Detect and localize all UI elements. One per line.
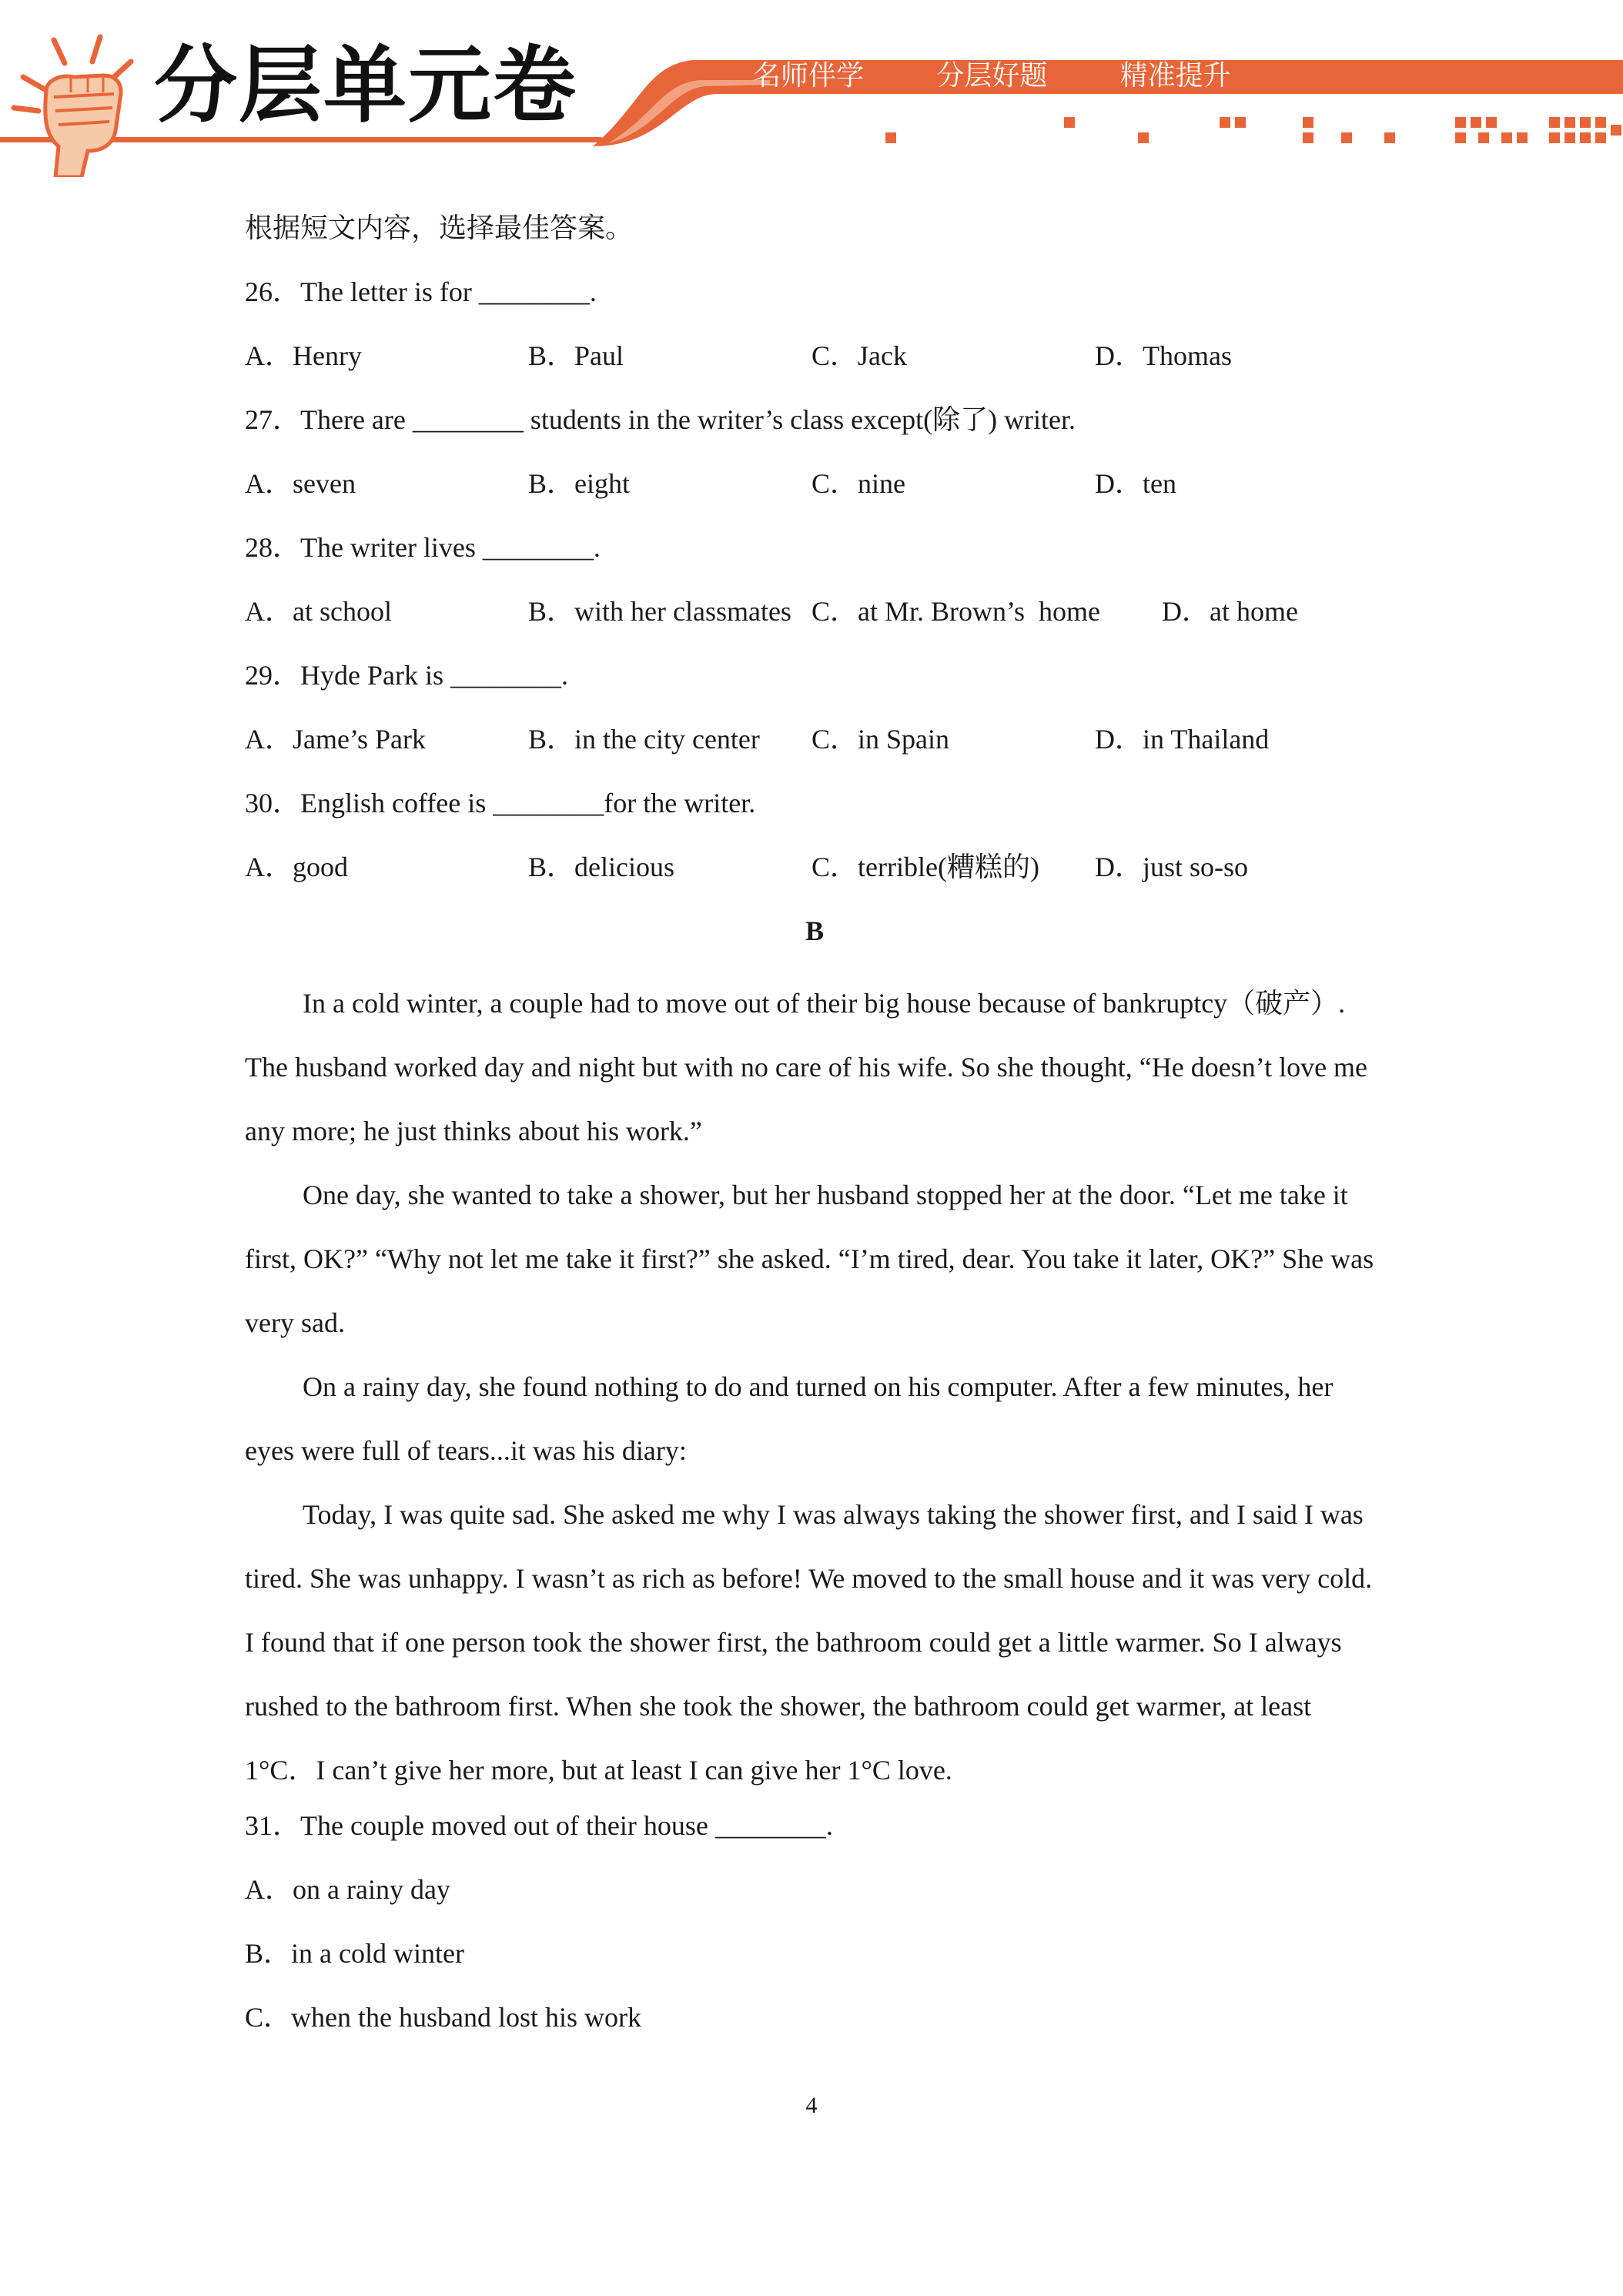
option-c[interactable]: C．terrible(糟糕的): [812, 852, 1039, 882]
option-a[interactable]: A．Henry: [245, 340, 362, 371]
option-a[interactable]: A．Jame’s Park: [245, 724, 426, 755]
option-row: [245, 588, 1384, 652]
question-stem: 27．There are ________ students in the writer’s class except(除了) writer.: [245, 404, 1076, 435]
passage-paragraph: One day, she wanted to take a shower, but her husband stopped her at the door. “Let me take it first, OK?” “Why not let me take it first?” she asked. “I’m tired, dear. You take it later, OK?” She was very sad.: [245, 1180, 1374, 1338]
option-row: [245, 333, 1384, 397]
exam-content: [245, 205, 1384, 2058]
option-d[interactable]: D．at home: [1162, 596, 1298, 627]
passage-paragraph: On a rainy day, she found nothing to do and turned on his computer. After a few minutes, her eyes were full of tears...it was his diary:: [245, 1371, 1334, 1466]
option-d[interactable]: D．in Thailand: [1095, 724, 1270, 755]
option-b[interactable]: B．Paul: [528, 340, 624, 371]
question-stem: 28．The writer lives ________.: [245, 532, 601, 563]
option-c[interactable]: C．in Spain: [812, 724, 950, 755]
option-a[interactable]: A．seven: [245, 468, 356, 499]
option-row: [245, 844, 1384, 908]
option-a[interactable]: A．at school: [245, 596, 392, 627]
instruction: 根据短文内容，选择最佳答案。: [245, 213, 634, 243]
option-c[interactable]: C．when the husband lost his work: [245, 2002, 641, 2033]
option-d[interactable]: D．just so-so: [1095, 852, 1249, 882]
option-b[interactable]: B．in a cold winter: [245, 1938, 464, 1969]
option-b[interactable]: B．delicious: [528, 852, 674, 882]
option-row: [245, 460, 1384, 524]
option-c[interactable]: C．nine: [812, 468, 905, 499]
passage-paragraph: In a cold winter, a couple had to move out of their big house because of bankruptcy（破产）. The husband worked day and night but with no care of his wife. So she thought, “He doesn’t love me any more; he just thinks about his work.”: [245, 988, 1368, 1146]
option-b[interactable]: B．eight: [528, 468, 630, 499]
option-c[interactable]: C．Jack: [812, 340, 907, 371]
question-stem: 31．The couple moved out of their house ________.: [245, 1810, 833, 1841]
passage-paragraph: Today, I was quite sad. She asked me why I was always taking the shower first, and I said I was tired. She was unhappy. I wasn’t as rich as before! We moved to the small house and it was very cold. I found that if one person took the shower first, the bathroom could get a little warmer. So I always rushed to the bathroom first. When she took the shower, the bathroom could get warmer, at least 1°C．I can’t give her more, but at least I can give her 1°C love.: [245, 1499, 1373, 1786]
header-slogan: 名师伴学 分层好题 精准提升: [753, 60, 1231, 92]
section-title: B: [805, 915, 824, 946]
option-row: [245, 716, 1384, 780]
option-b[interactable]: B．with her classmates: [528, 596, 791, 627]
option-c[interactable]: C．at Mr. Brown’s home: [812, 596, 1100, 627]
option-a[interactable]: A．on a rainy day: [245, 1874, 450, 1905]
page-number: 4: [805, 2093, 818, 2118]
option-d[interactable]: D．Thomas: [1095, 340, 1232, 371]
question-stem: 30．English coffee is ________for the writer.: [245, 788, 756, 818]
option-a[interactable]: A．good: [245, 852, 348, 882]
decorative-squares: [885, 117, 1621, 143]
question-stem: 26．The letter is for ________.: [245, 276, 597, 307]
fist-icon: [8, 31, 142, 177]
question-stem: 29．Hyde Park is ________.: [245, 660, 568, 691]
option-b[interactable]: B．in the city center: [528, 724, 760, 755]
option-d[interactable]: D．ten: [1095, 468, 1176, 499]
logo-title: 分层单元卷: [154, 38, 578, 134]
page-header: [0, 0, 1623, 177]
